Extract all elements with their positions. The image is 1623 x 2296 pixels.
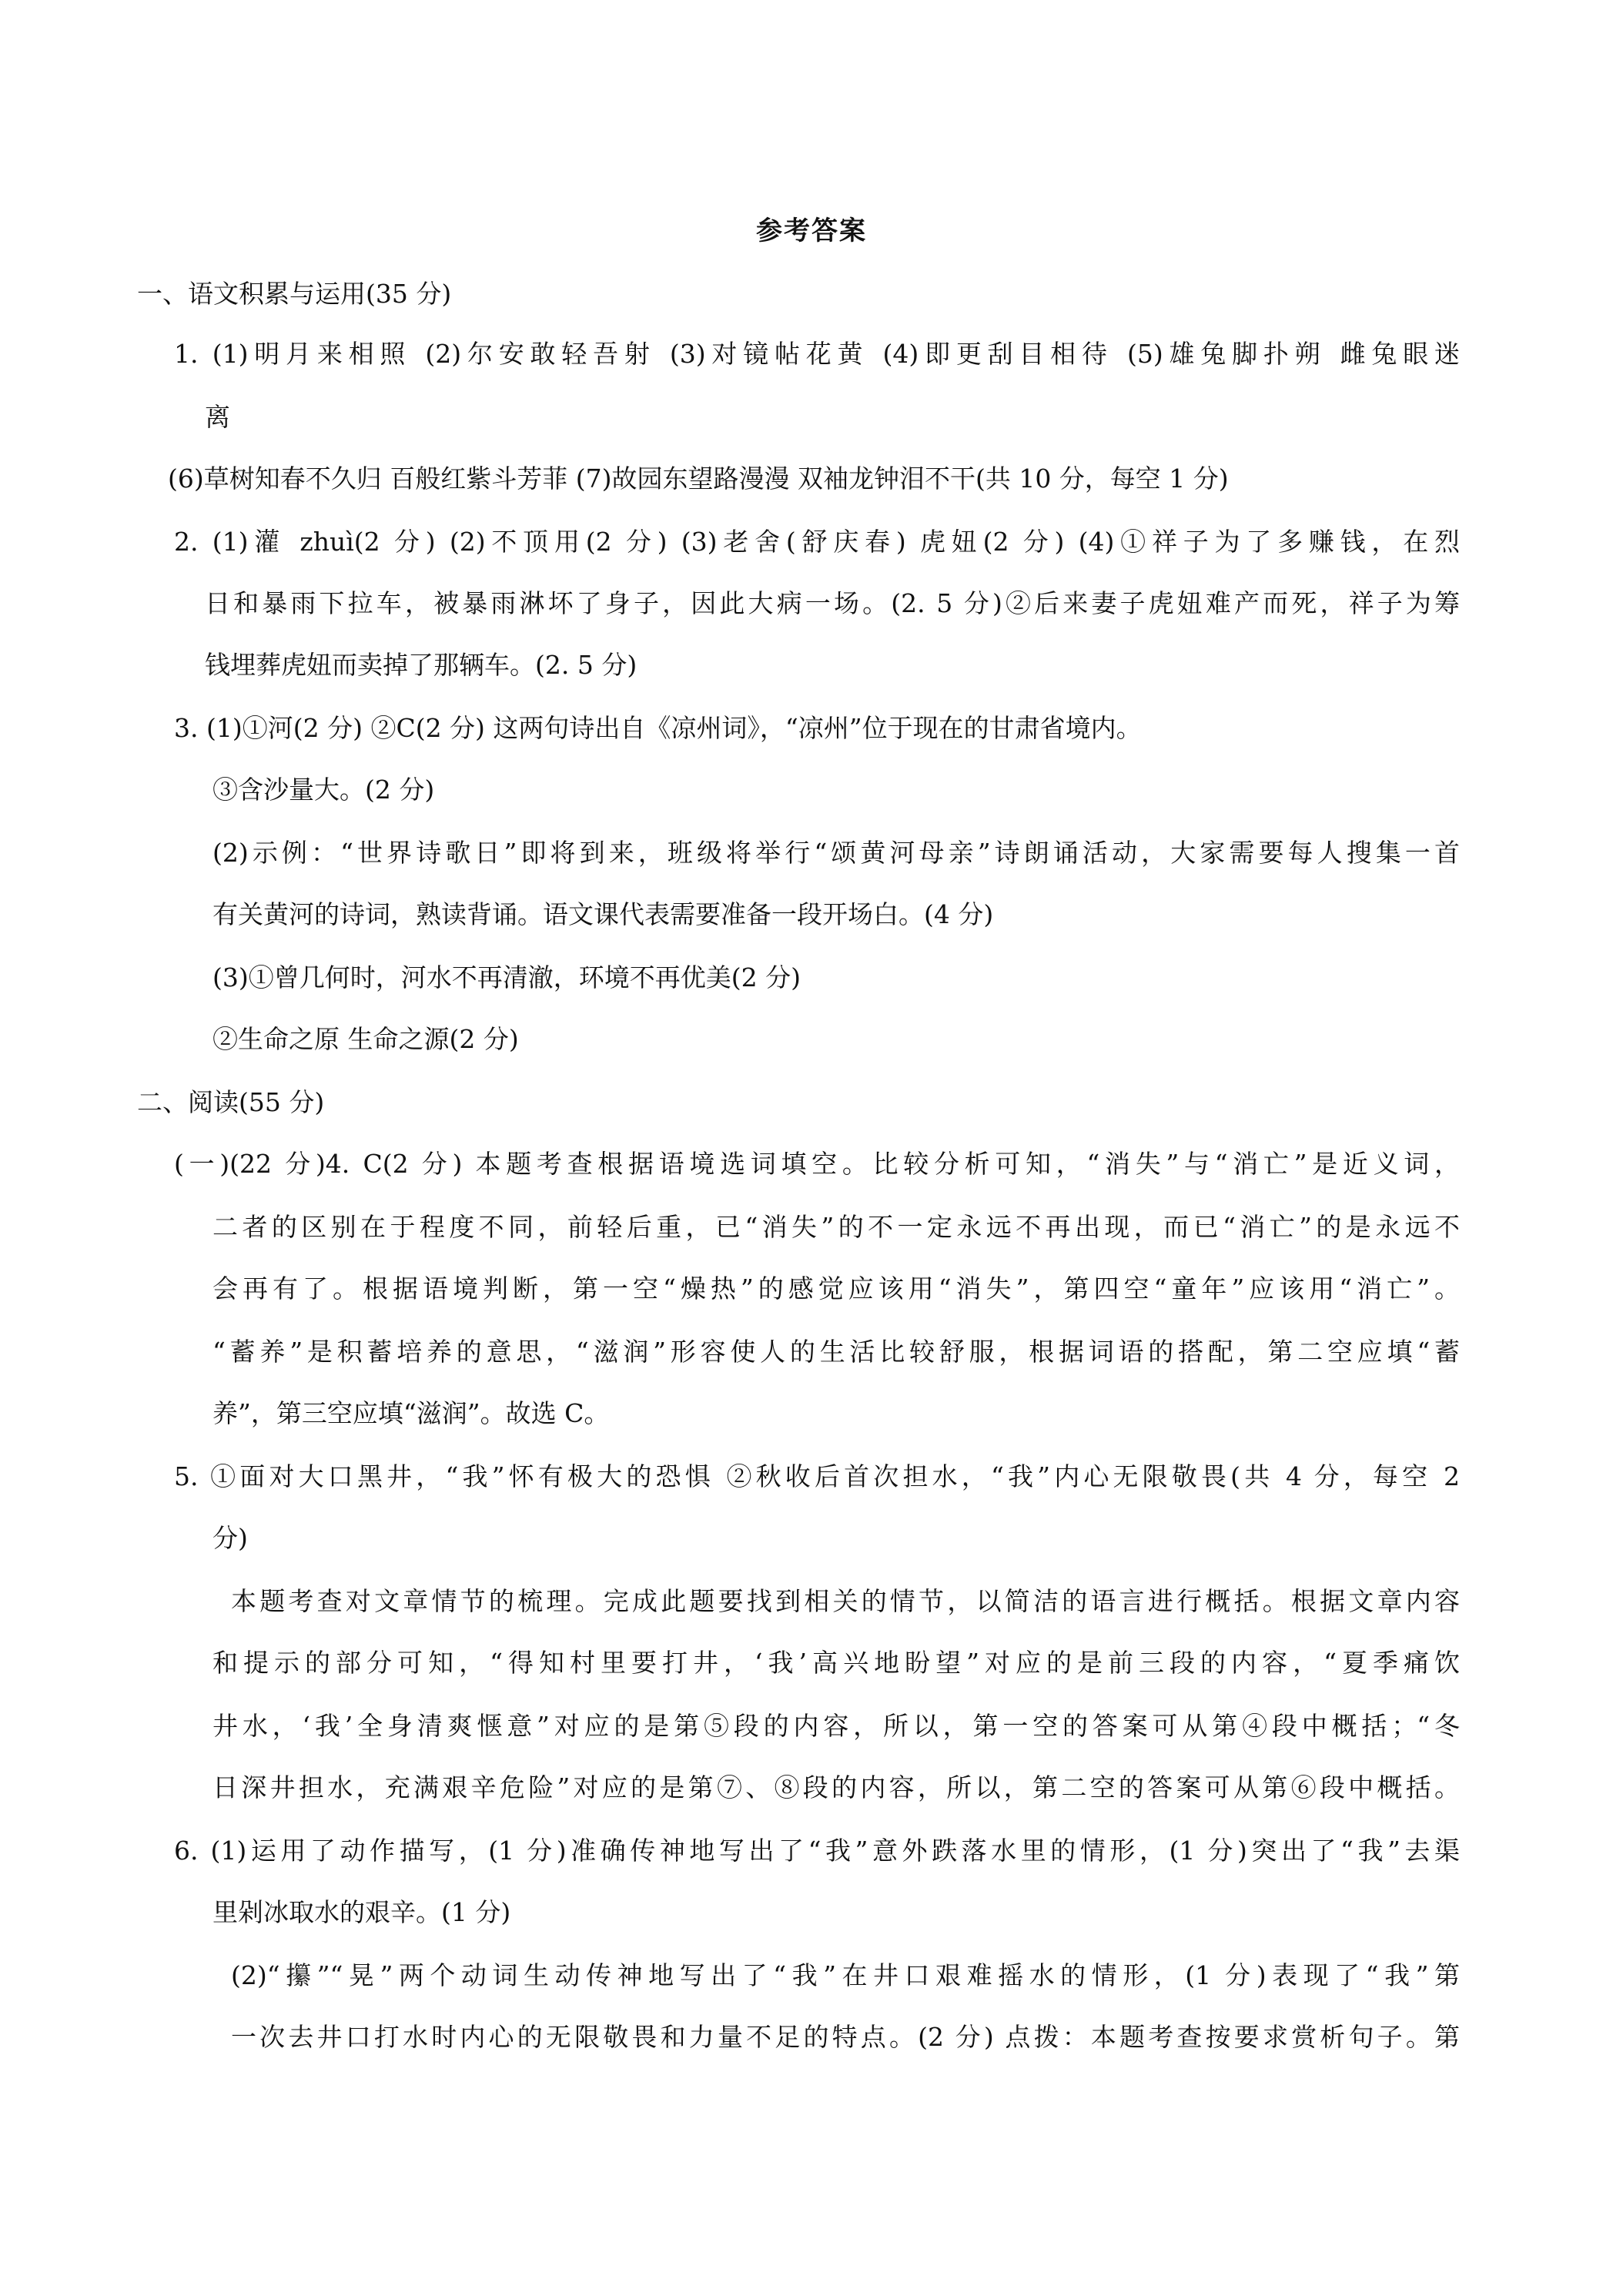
answer-line: 二者的区别在于程度不同，前轻后重，已“消失”的不一定永远不再出现，而已“消亡”的是永远不	[212, 1212, 1460, 1242]
answer-line: 6. (1)运用了动作描写，(1 分)准确传神地写出了“我”意外跌落水里的情形，(1 分)突出了“我”去渠	[174, 1836, 1460, 1866]
answer-line: 3. (1)①河(2 分) ②C(2 分) 这两句诗出自《凉州词》，“凉州”位于现在的甘肃省境内。	[174, 713, 1142, 743]
answer-line: 里剁冰取水的艰辛。(1 分)	[212, 1897, 511, 1927]
answer-line: (一)(22 分)4. C(2 分) 本题考查根据语境选词填空。比较分析可知，“消失”与“消亡”是近义词，	[174, 1149, 1460, 1179]
answer-line: 本题考查对文章情节的梳理。完成此题要找到相关的情节，以简洁的语言进行概括。根据文章内容	[231, 1586, 1460, 1616]
answer-line: 钱埋葬虎妞而卖掉了那辆车。(2. 5 分)	[205, 650, 637, 680]
answer-line: 有关黄河的诗词，熟读背诵。语文课代表需要准备一段开场白。(4 分)	[212, 899, 994, 929]
section-heading-1: 一、语文积累与运用(35 分)	[137, 279, 452, 309]
answer-line: 养”，第三空应填“滋润”。故选 C。	[212, 1398, 610, 1428]
answer-line: 一次去井口打水时内心的无限敬畏和力量不足的特点。(2 分) 点拨：本题考查按要求赏析句子。第	[231, 2022, 1460, 2052]
answer-line: 离	[205, 402, 230, 432]
answer-line: 和提示的部分可知，“得知村里要打井，‘我’高兴地盼望”对应的是前三段的内容，“夏季痛饮	[212, 1648, 1460, 1678]
answer-line: (3)①曾几何时，河水不再清澈，环境不再优美(2 分)	[212, 962, 801, 992]
answer-line: 日和暴雨下拉车，被暴雨淋坏了身子，因此大病一场。(2. 5 分)②后来妻子虎妞难产而死，祥子为筹	[205, 588, 1460, 618]
answer-line: 5. ①面对大口黑井，“我”怀有极大的恐惧 ②秋收后首次担水，“我”内心无限敬畏(共 4 分，每空 2	[174, 1461, 1460, 1491]
page-title: 参考答案	[756, 216, 867, 246]
answer-line: (6)草树知春不久归 百般红紫斗芳菲 (7)故园东望路漫漫 双袖龙钟泪不干(共 10 分，每空 1 分)	[168, 464, 1229, 494]
answer-line: 2. (1)灌 zhuì(2 分) (2)不顶用(2 分) (3)老舍(舒庆春) 虎妞(2 分) (4)①祥子为了多赚钱，在烈	[174, 527, 1460, 557]
answer-line: 井水，‘我’全身清爽惬意”对应的是第⑤段的内容，所以，第一空的答案可从第④段中概括；“冬	[212, 1711, 1460, 1741]
answer-line: (2)示例：“世界诗歌日”即将到来，班级将举行“颂黄河母亲”诗朗诵活动，大家需要每人搜集一首	[212, 838, 1460, 868]
section-heading-2: 二、阅读(55 分)	[137, 1087, 325, 1117]
answer-line: (2)“攥”“晃”两个动词生动传神地写出了“我”在井口艰难摇水的情形，(1 分)表现了“我”第	[231, 1960, 1460, 1990]
answer-line: 日深井担水，充满艰辛危险”对应的是第⑦、⑧段的内容，所以，第二空的答案可从第⑥段中概括。	[212, 1772, 1460, 1802]
answer-line: 分)	[212, 1523, 248, 1553]
answer-line: ②生命之原 生命之源(2 分)	[212, 1024, 519, 1054]
answer-line: 会再有了。根据语境判断，第一空“燥热”的感觉应该用“消失”，第四空“童年”应该用“消亡”。	[212, 1274, 1460, 1304]
answer-line: ③含沙量大。(2 分)	[212, 775, 435, 805]
answer-line: “蓄养”是积蓄培养的意思，“滋润”形容使人的生活比较舒服，根据词语的搭配，第二空应填“蓄	[212, 1337, 1460, 1367]
answer-line: 1. (1)明月来相照 (2)尔安敢轻吾射 (3)对镜帖花黄 (4)即更刮目相待 (5)雄兔脚扑朔 雌兔眼迷	[174, 339, 1460, 369]
